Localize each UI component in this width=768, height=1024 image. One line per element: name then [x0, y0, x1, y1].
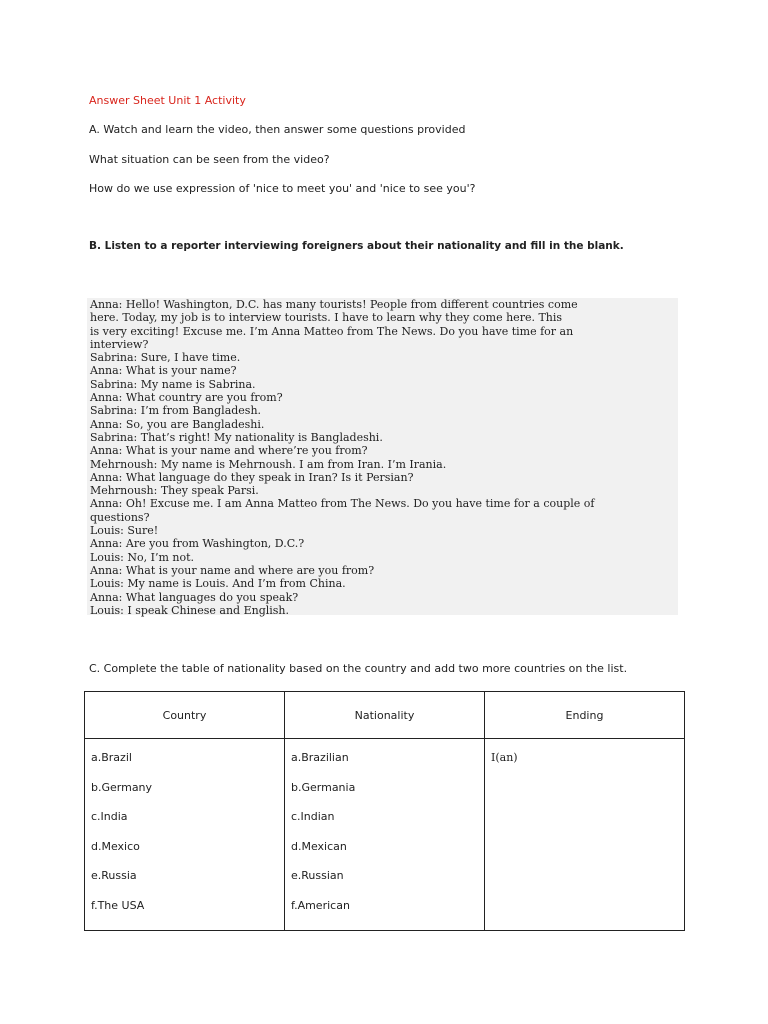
transcript-line: Anna: Are you from Washington, D.C.? [90, 537, 305, 551]
nationality-item: d.Mexican [291, 839, 347, 853]
interview-transcript [87, 298, 678, 615]
transcript-line: Sabrina: My name is Sabrina. [90, 377, 256, 391]
transcript-line: Anna: So, you are Bangladeshi. [90, 417, 265, 431]
section-c-heading: C. Complete the table of nationality based on the country and add two more countries on the list. [89, 662, 628, 675]
ending-cell [485, 739, 685, 931]
transcript-line: Louis: No, I’m not. [90, 550, 195, 564]
table-header-row [85, 692, 685, 739]
transcript-line: interview? [90, 337, 149, 351]
transcript-line: Mehrnoush: My name is Mehrnoush. I am from Iran. I’m Irania. [90, 457, 447, 471]
transcript-line: Anna: What language do they speak in Iran? Is it Persian? [90, 470, 414, 484]
transcript-line: Louis: Sure! [90, 524, 159, 538]
transcript-line: Anna: What languages do you speak? [90, 590, 299, 604]
column-header-nationality: Nationality [285, 692, 485, 739]
nationality-item: a.Brazilian [291, 751, 349, 764]
transcript-line: Anna: Oh! Excuse me. I am Anna Matteo from The News. Do you have time for a couple of [90, 497, 595, 511]
transcript-line: Sabrina: That’s right! My nationality is Bangladeshi. [90, 430, 383, 444]
country-cell [85, 739, 285, 931]
transcript-line: Louis: My name is Louis. And I’m from China. [90, 577, 346, 591]
country-item: d.Mexico [91, 839, 140, 853]
transcript-line: Louis: I speak Chinese and English. [90, 603, 289, 617]
nationality-table [84, 691, 685, 931]
ending-item: I(an) [491, 751, 518, 764]
nationality-item: b.Germania [291, 780, 356, 794]
section-a-heading: A. Watch and learn the video, then answer some questions provided [89, 123, 466, 136]
question-2: How do we use expression of 'nice to meet you' and 'nice to see you'? [89, 182, 476, 195]
table-row [85, 739, 685, 931]
transcript-line: Anna: What is your name and where are you from? [90, 563, 375, 577]
transcript-line: Mehrnoush: They speak Parsi. [90, 484, 259, 498]
transcript-line: Anna: What is your name and where’re you from? [90, 444, 368, 458]
page-title: Answer Sheet Unit 1 Activity [89, 94, 246, 107]
country-item: e.Russia [91, 869, 137, 883]
nationality-cell [285, 739, 485, 931]
transcript-line: Sabrina: Sure, I have time. [90, 351, 241, 365]
transcript-line: is very exciting! Excuse me. I’m Anna Matteo from The News. Do you have time for an [90, 324, 574, 338]
nationality-item: f.American [291, 898, 350, 912]
transcript-line: Sabrina: I’m from Bangladesh. [90, 404, 262, 418]
column-header-ending: Ending [485, 692, 685, 739]
country-item: f.The USA [91, 898, 145, 912]
country-item: b.Germany [91, 780, 153, 794]
country-item: c.India [91, 810, 128, 824]
transcript-line: Anna: Hello! Washington, D.C. has many tourists! People from different countries come [90, 298, 578, 311]
transcript-line: Anna: What country are you from? [90, 391, 283, 405]
nationality-item: e.Russian [291, 869, 344, 883]
transcript-line: questions? [90, 510, 150, 524]
question-1: What situation can be seen from the video? [89, 153, 330, 166]
section-b-heading: B. Listen to a reporter interviewing foreigners about their nationality and fill in the blank. [89, 240, 624, 252]
nationality-item: c.Indian [291, 810, 335, 824]
transcript-line: Anna: What is your name? [90, 364, 237, 378]
column-header-country: Country [85, 692, 285, 739]
country-item: a.Brazil [91, 751, 132, 764]
transcript-line: here. Today, my job is to interview tourists. I have to learn why they come here. This [90, 311, 563, 325]
